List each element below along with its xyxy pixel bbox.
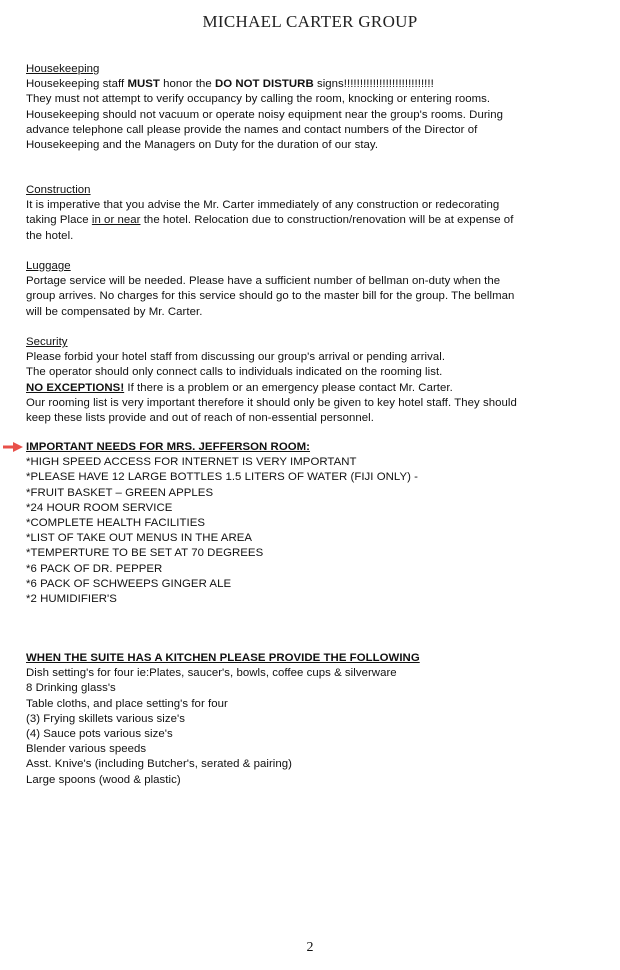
document-title: MICHAEL CARTER GROUP: [202, 12, 418, 31]
housekeeping-line-1: [26, 77, 596, 92]
housekeeping-line-5: Housekeeping and the Managers on Duty for the duration of our stay.: [26, 139, 379, 152]
security-line-1: Please forbid your hotel staff from discussing our group's arrival or pending arrival.: [26, 351, 446, 364]
important-item: *FRUIT BASKET – GREEN APPLES: [26, 486, 214, 499]
important-needs-heading: IMPORTANT NEEDS FOR MRS. JEFFERSON ROOM:: [26, 441, 311, 453]
construction-heading: Construction: [26, 184, 91, 196]
page-number: 2: [306, 940, 314, 955]
important-item: *TEMPERTURE TO BE SET AT 70 DEGREES: [26, 547, 264, 560]
housekeeping-line-4: advance telephone call please provide the names and contact numbers of the Director of: [26, 123, 478, 136]
construction-line-2-pre: taking Place: [26, 214, 92, 227]
housekeeping-must: MUST: [127, 78, 160, 91]
luggage-heading: Luggage: [26, 260, 71, 272]
important-item: *LIST OF TAKE OUT MENUS IN THE AREA: [26, 532, 253, 545]
housekeeping-line-2: They must not attempt to verify occupancy by calling the room, knocking or entering rooms.: [26, 93, 491, 106]
security-line-3-post: If there is a problem or an emergency please contact Mr. Carter.: [124, 381, 453, 394]
kitchen-item: Large spoons (wood & plastic): [26, 773, 181, 786]
important-needs-section: [26, 440, 596, 607]
kitchen-section: [26, 651, 596, 788]
important-item: *PLEASE HAVE 12 LARGE BOTTLES 1.5 LITERS OF WATER (FIJI ONLY) -: [26, 471, 419, 484]
kitchen-item: 8 Drinking glass's: [26, 682, 116, 695]
kitchen-item: Asst. Knive's (including Butcher's, serated & pairing): [26, 758, 292, 771]
construction-in-or-near: in or near: [91, 214, 141, 227]
housekeeping-do-not-disturb: DO NOT DISTURB: [214, 78, 314, 91]
construction-line-2-post: the hotel. Relocation due to construction/renovation will be at expense of: [140, 214, 514, 227]
important-item: *COMPLETE HEALTH FACILITIES: [26, 517, 205, 530]
construction-line-1: It is imperative that you advise the Mr. Carter immediately of any construction or redecorating: [26, 199, 500, 212]
housekeeping-line-1-post: signs!!!!!!!!!!!!!!!!!!!!!!!!!!!!: [313, 78, 434, 91]
luggage-line-3: will be compensated by Mr. Carter.: [26, 305, 203, 318]
security-no-exceptions: NO EXCEPTIONS!: [26, 381, 125, 394]
housekeeping-line-1-mid: honor the: [159, 78, 215, 91]
kitchen-heading: WHEN THE SUITE HAS A KITCHEN PLEASE PROVIDE THE FOLLOWING: [26, 652, 420, 664]
security-line-2: The operator should only connect calls to individuals indicated on the rooming list.: [26, 366, 443, 379]
security-heading: Security: [26, 336, 68, 348]
luggage-line-1: Portage service will be needed. Please have a sufficient number of bellman on-duty when the: [26, 275, 501, 288]
luggage-section: [26, 259, 596, 320]
red-arrow-icon: [3, 442, 23, 452]
important-item: *2 HUMIDIFIER'S: [26, 593, 117, 606]
important-item: *24 HOUR ROOM SERVICE: [26, 501, 173, 514]
construction-line-2: [26, 213, 596, 228]
kitchen-item: Dish setting's for four ie:Plates, saucer's, bowls, coffee cups & silverware: [26, 667, 397, 680]
construction-section: [26, 183, 596, 244]
security-line-4: Our rooming list is very important therefore it should only be given to key hotel staff. They should: [26, 396, 517, 409]
important-item: *6 PACK OF SCHWEEPS GINGER ALE: [26, 577, 232, 590]
housekeeping-section: [26, 62, 596, 153]
kitchen-item: Table cloths, and place setting's for four: [26, 697, 228, 710]
housekeeping-line-1-pre: Housekeeping staff: [26, 78, 128, 91]
kitchen-item: (4) Sauce pots various size's: [26, 728, 173, 741]
security-section: [26, 335, 596, 426]
kitchen-item: Blender various speeds: [26, 743, 147, 756]
luggage-line-2: group arrives. No charges for this service should go to the master bill for the group. The bellman: [26, 290, 515, 303]
important-item: *HIGH SPEED ACCESS FOR INTERNET IS VERY IMPORTANT: [26, 456, 357, 469]
construction-line-3: the hotel.: [26, 229, 74, 242]
housekeeping-line-3: Housekeeping should not vacuum or operate noisy equipment near the group's rooms. During: [26, 108, 504, 121]
important-item: *6 PACK OF DR. PEPPER: [26, 562, 163, 575]
kitchen-item: (3) Frying skillets various size's: [26, 712, 185, 725]
housekeeping-heading: Housekeeping: [26, 63, 100, 75]
security-line-3: [26, 381, 596, 396]
security-line-5: keep these lists provide and out of reach of non-essential personnel.: [26, 412, 374, 425]
